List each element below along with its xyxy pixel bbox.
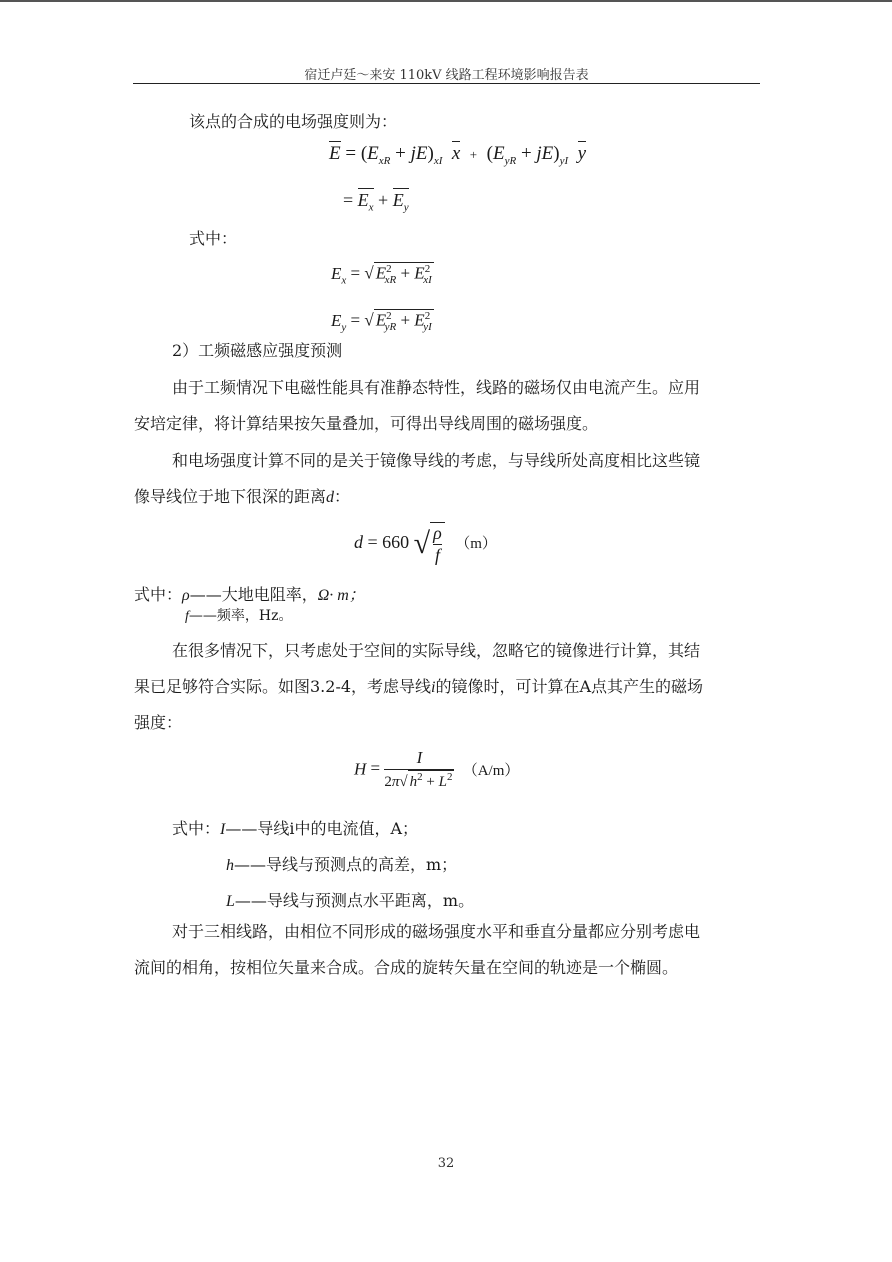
- page-top-border: [0, 0, 892, 2]
- formula-ex: $E_x$ = √ $E^2_{xR} + E^2_{xI}$: [331, 263, 432, 287]
- para-magnetic-line1: 由于工频情况下电磁性能具有准静态特性，线路的磁场仅由电流产生。应用: [172, 378, 701, 397]
- defs-h: h——导线与预测点的高差，m；: [226, 855, 458, 874]
- para-actual-line3: 强度：: [134, 713, 183, 732]
- formula-d: d = 660 √ $\frac{\rho}{f}$ （m）: [354, 523, 497, 565]
- para-magnetic-line2: 安培定律，将计算结果按矢量叠加，可得出导线周围的磁场强度。: [134, 414, 599, 433]
- page-number: 32: [437, 1156, 455, 1171]
- para-resultant-field: 该点的合成的电场强度则为：: [189, 112, 398, 131]
- defs-L: L——导线与预测点水平距离，m。: [226, 891, 475, 910]
- formula-h: H = $\frac{I}{2\pi√ h^2 + L^2}$ （A/m）: [354, 748, 520, 790]
- defs-I: 式中：I——导线i中的电流值，A；: [172, 819, 419, 838]
- formula-e-vector: $E = (E_{xR} + jE)_{xI}$ $x + (E_{yR} + jE)_{yI}$ y: [329, 143, 587, 167]
- para-actual-line1: 在很多情况下，只考虑处于空间的实际导线，忽略它的镜像进行计算，其结: [172, 641, 701, 660]
- page-header-title: 宿迁卢廷～来安 110kV 线路工程环境影响报告表: [304, 68, 589, 83]
- para-threephase-line2: 流间的相角，按相位矢量来合成。合成的旋转矢量在空间的轨迹是一个椭圆。: [134, 958, 679, 977]
- para-actual-line2: 果已足够符合实际。如图3.2-4，考虑导线i的镜像时，可计算在A点其产生的磁场: [134, 677, 704, 696]
- defs-f: f——频率，Hz。: [185, 608, 293, 624]
- formula-e-sum: = $E_x + E_y$: [343, 190, 409, 214]
- section-title-magnetic: 2）工频磁感应强度预测: [172, 341, 343, 360]
- defs-rho: 式中：ρ——大地电阻率，Ω· m；: [134, 585, 365, 604]
- para-image-line1: 和电场强度计算不同的是关于镜像导线的考虑，与导线所处高度相比这些镜: [172, 451, 701, 470]
- label-shizhong-1: 式中：: [189, 229, 238, 248]
- para-threephase-line1: 对于三相线路，由相位不同形成的磁场强度水平和垂直分量都应分别考虑电: [172, 922, 701, 941]
- para-image-line2: 像导线位于地下很深的距离d：: [134, 487, 351, 506]
- header-rule: [133, 83, 760, 84]
- formula-ey: $E_y$ = √ $E^2_{yR} + E^2_{yI}$: [331, 310, 432, 334]
